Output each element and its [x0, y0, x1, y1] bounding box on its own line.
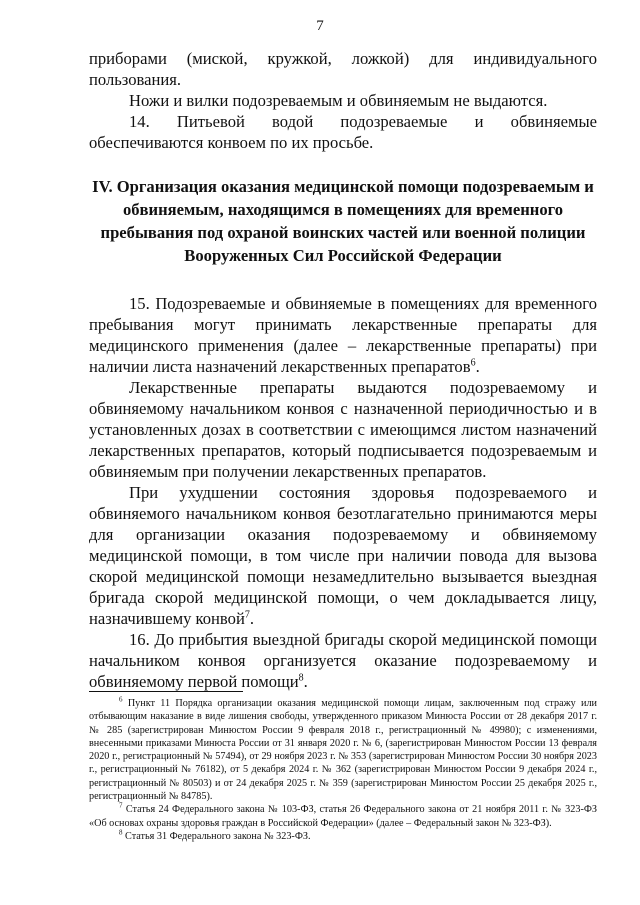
footnote-separator	[89, 691, 243, 692]
paragraph-knives: Ножи и вилки подозреваемым и обвиняемым не выдаются.	[129, 91, 548, 110]
footnote-ref[interactable]: 6	[470, 357, 476, 369]
paragraph-continuation: приборами (миской, кружкой, ложкой) для индивидуального пользования.	[89, 49, 597, 89]
paragraph-15: 15. Подозреваемые и обвиняемые в помещениях для временного пребывания могут принимать лекарственные препараты для медицинского применения (далее – лекарственные препараты) при наличии листа назначений лекарственных препаратов$^6$.	[89, 294, 597, 376]
footnote-ref[interactable]: 7	[244, 609, 250, 621]
paragraph-health-deterioration: При ухудшении состояния здоровья подозреваемого и обвиняемого начальником конвоя безотлагательно принимаются меры для организации оказания подозреваемому и обвиняемому медицинской помощи, в том числе при наличии повода для вызова скорой медицинской помощи незамедлительно вызывается выездная бригада скорой медицинской помощи, о чем докладывается лицу, назначившему конвой$^7$.	[89, 483, 597, 628]
footnote-8: $^8$ Статья 31 Федерального закона № 323-ФЗ.	[119, 828, 311, 842]
paragraph-text: При ухудшении состояния здоровья подозреваемого и обвиняемого начальником конвоя безотлагательно принимаются меры для организации оказания подозреваемому и обвиняемому медицинской помощи, в том числе при наличии повода для вызова скорой медицинской помощи незамедлительно вызывается выездная бригада скорой медицинской помощи, о чем докладывается лицу, назначившему конвой	[89, 483, 597, 628]
footnote-ref[interactable]: 8	[298, 672, 304, 684]
paragraph-16: 16. До прибытия выездной бригады скорой медицинской помощи начальником конвоя организуется оказание подозреваемому и обвиняемому первой помощи$^8$.	[89, 630, 597, 691]
document-body	[89, 48, 597, 692]
paragraph-text: 16. До прибытия выездной бригады скорой медицинской помощи начальником конвоя организуется оказание подозреваемому и обвиняемому первой помощи	[89, 630, 597, 691]
paragraph-text: 15. Подозреваемые и обвиняемые в помещениях для временного пребывания могут принимать лекарственные препараты для медицинского применения (далее – лекарственные препараты) при наличии листа назначений лекарственных препаратов	[89, 294, 597, 376]
paragraph-medicines-issued	[89, 377, 597, 482]
footnotes	[89, 697, 597, 843]
section-heading: IV. Организация оказания медицинской помощи подозреваемым и обвиняемым, находящимся в помещениях для временного пребывания под охраной воинских частей или военной полиции Вооруженных Сил Российской Федерации	[92, 177, 594, 265]
footnote-6: $^6$ Пункт 11 Порядка организации оказания медицинской помощи лицам, заключенным под стражу или отбывающим наказание в виде лишения свободы, утвержденного приказом Минюста России от 28 декабря 2017 г. № 285 (зарегистрирован Минюстом России 9 февраля 2018 г., регистрационный № 49980); с изменениями, внесенными приказами Минюста России от 31 января 2020 г. № 6, (зарегистрирован Минюстом России 13 февраля 2020 г., регистрационный № 57494), от 29 ноября 2023 г. № 353 (зарегистрирован Минюстом России 30 ноября 2023 г., регистрационный № 76182), от 5 декабря 2024 г. № 362 (зарегистрирован Минюстом России 9 декабря 2024 г., регистрационный № 80503) и от 24 декабря 2025 г. № 359 (зарегистрирован Минюстом России 25 декабря 2025 г., регистрационный № 84785).	[89, 695, 598, 803]
paragraph-14: 14. Питьевой водой подозреваемые и обвиняемые обеспечиваются конвоем по их просьбе.	[89, 112, 597, 152]
footnote-7: $^7$ Статья 24 Федерального закона № 103-ФЗ, статья 26 Федерального закона от 21 ноября 2011 г. № 323-ФЗ «Об основах охраны здоровья граждан в Российской Федерации» (далее – Федеральный закон № 323-ФЗ).	[89, 801, 597, 829]
page-number: 7	[316, 18, 324, 34]
paragraph-text: Лекарственные препараты выдаются подозреваемому и обвиняемому начальником конвоя с назначенной периодичностью и в установленных дозах в соответствии с имеющимся листом назначений лекарственных препаратов, который подписывается подозреваемым и обвиняемым при получении лекарственных препаратов.	[89, 378, 597, 481]
